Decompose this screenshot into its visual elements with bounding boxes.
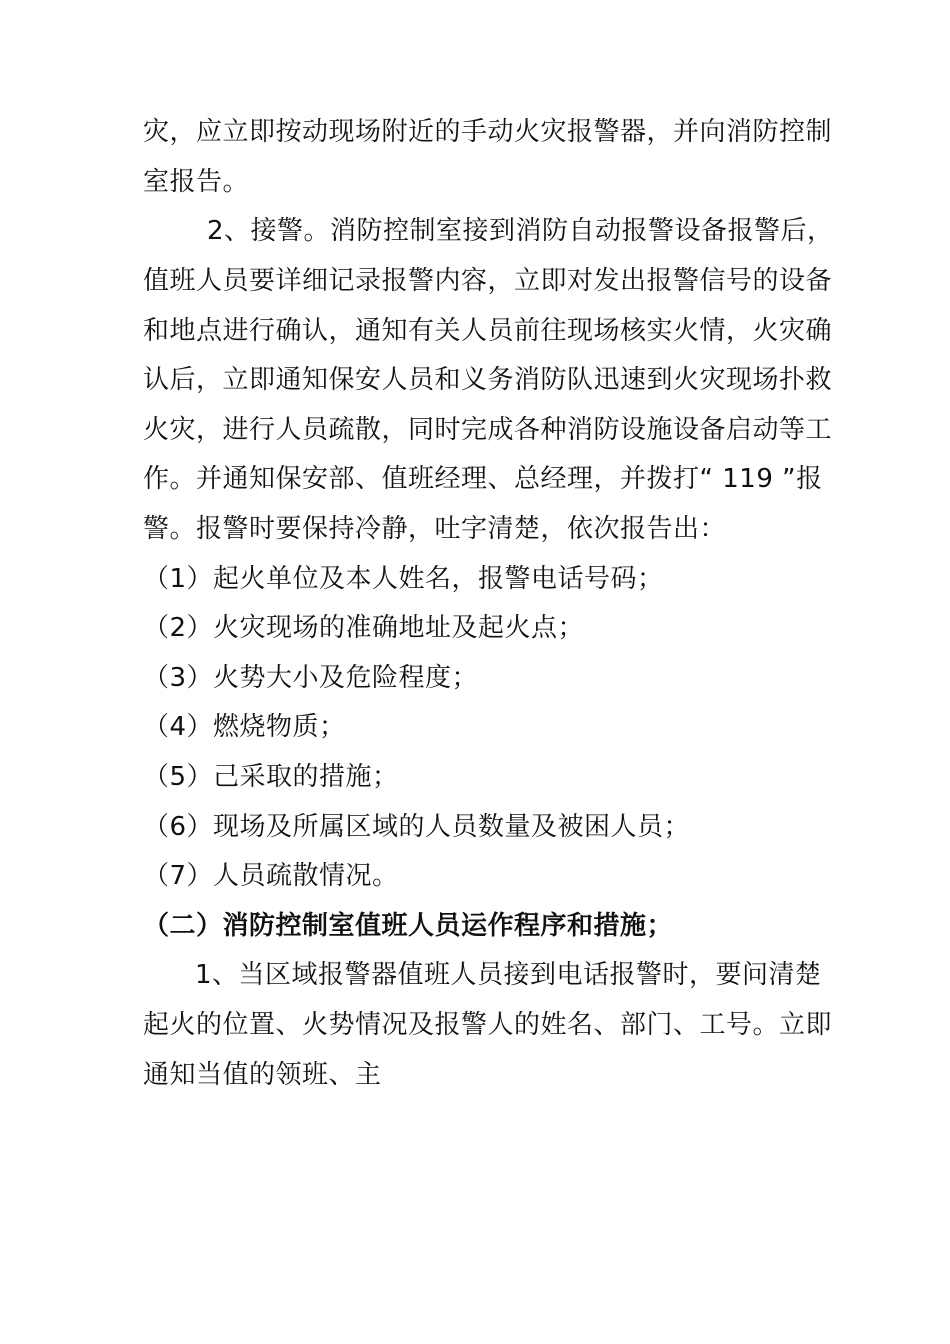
paragraph-line: 2、接警。消防控制室接到消防自动报警设备报警后，: [207, 216, 834, 246]
list-item: （1）起火单位及本人姓名，报警电话号码；: [143, 564, 664, 594]
list-item: （4）燃烧物质；: [143, 712, 346, 742]
paragraph-line: 火灾，进行人员疏散，同时完成各种消防设施设备启动等工: [143, 415, 833, 445]
list-item: （2）火灾现场的准确地址及起火点；: [143, 613, 585, 643]
paragraph-line: 通知当值的领班、主: [143, 1060, 382, 1090]
list-item: （7）人员疏散情况。: [143, 861, 399, 891]
paragraph-line: 室报告。: [143, 167, 250, 197]
paragraph-line: 作。并通知保安部、值班经理、总经理，并拨打“ 119 ”报: [143, 464, 823, 494]
paragraph-line: 起火的位置、火势情况及报警人的姓名、部门、工号。立即: [143, 1010, 833, 1040]
paragraph-line: 灾，应立即按动现场附近的手动火灾报警器，并向消防控制: [143, 117, 833, 147]
section-heading: （二）消防控制室值班人员运作程序和措施；: [143, 911, 674, 941]
paragraph-line: 1、当区域报警器值班人员接到电话报警时，要问清楚: [195, 960, 822, 990]
list-item: （5）己采取的措施；: [143, 762, 399, 792]
list-item: （6）现场及所属区域的人员数量及被困人员；: [143, 812, 691, 842]
paragraph-line: 认后，立即通知保安人员和义务消防队迅速到火灾现场扑救: [143, 365, 833, 395]
list-item: （3）火势大小及危险程度；: [143, 663, 479, 693]
paragraph-line: 警。报警时要保持冷静，吐字清楚，依次报告出：: [143, 514, 727, 544]
paragraph-line: 和地点进行确认，通知有关人员前往现场核实火情，火灾确: [143, 316, 833, 346]
paragraph-line: 值班人员要详细记录报警内容，立即对发出报警信号的设备: [143, 266, 833, 296]
